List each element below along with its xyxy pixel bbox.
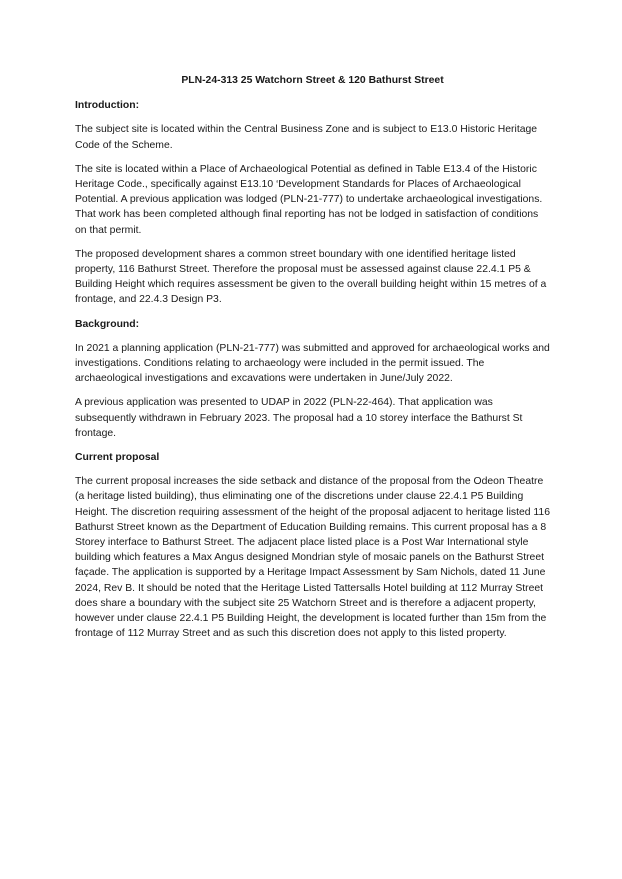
section-introduction bbox=[75, 98, 550, 307]
section-background bbox=[75, 317, 550, 441]
paragraph: The current proposal increases the side setback and distance of the proposal from the Odeon Theatre (a heritage listed building), thus eliminating one of the discretions under clause 22.4.1 P5 Building Height. The discretion requiring assessment of the height of the proposal adjacent to heritage listed 116 Bathurst Street known as the Department of Education Building remains. This current proposal has a 8 Storey interface to Bathurst Street. The adjacent place listed place is a Post War International style building which features a Max Angus designed Mondrian style of mosaic panels on the Bathurst Street façade. The application is supported by a Heritage Impact Assessment by Sam Nichols, dated 11 June 2024, Rev B. It should be noted that the Heritage Listed Tattersalls Hotel building at 112 Murray Street does share a boundary with the subject site 25 Watchorn Street and is therefore a adjacent property, however under clause 22.4.1 P5 Building Height, the development is located further than 15m from the frontage of 112 Murray Street and as such this discretion does not apply to this listed property. bbox=[75, 476, 550, 640]
paragraph: The proposed development shares a common street boundary with one identified heritage listed property, 116 Bathurst Street. Therefore the proposal must be assessed against clause 22.4.1 P5 & Building Height which requires assessment be given to the overall building height within 15 metres of a frontage, and 22.4.3 Design P3. bbox=[75, 248, 547, 306]
document-page bbox=[75, 73, 550, 651]
document-title: PLN-24-313 25 Watchorn Street & 120 Bathurst Street bbox=[181, 75, 444, 86]
section-heading: Background: bbox=[75, 318, 140, 330]
paragraph: A previous application was presented to UDAP in 2022 (PLN-22-464). That application was subsequently withdrawn in February 2023. The proposal had a 10 storey interface the Bathurst St frontage. bbox=[75, 397, 523, 439]
section-heading: Introduction: bbox=[75, 100, 140, 112]
paragraph: The site is located within a Place of Archaeological Potential as defined in Table E13.4 of the Historic Heritage Code., specifically against E13.10 ‘Development Standards for Places of Archaeological Potential. A previous application was lodged (PLN-21-777) to undertake archaeological investigations. That work has been completed although final reporting has not be lodged in satisfaction of conditions on that permit. bbox=[75, 163, 543, 236]
paragraph: The subject site is located within the Central Business Zone and is subject to E13.0 Historic Heritage Code of the Scheme. bbox=[75, 124, 538, 151]
paragraph: In 2021 a planning application (PLN-21-777) was submitted and approved for archaeological works and investigations. Conditions relating to archaeology were included in the permit issued. The archaeological investigations and excavations were undertaken in June/July 2022. bbox=[75, 342, 550, 385]
section-current-proposal bbox=[75, 450, 550, 641]
section-heading: Current proposal bbox=[75, 452, 160, 464]
